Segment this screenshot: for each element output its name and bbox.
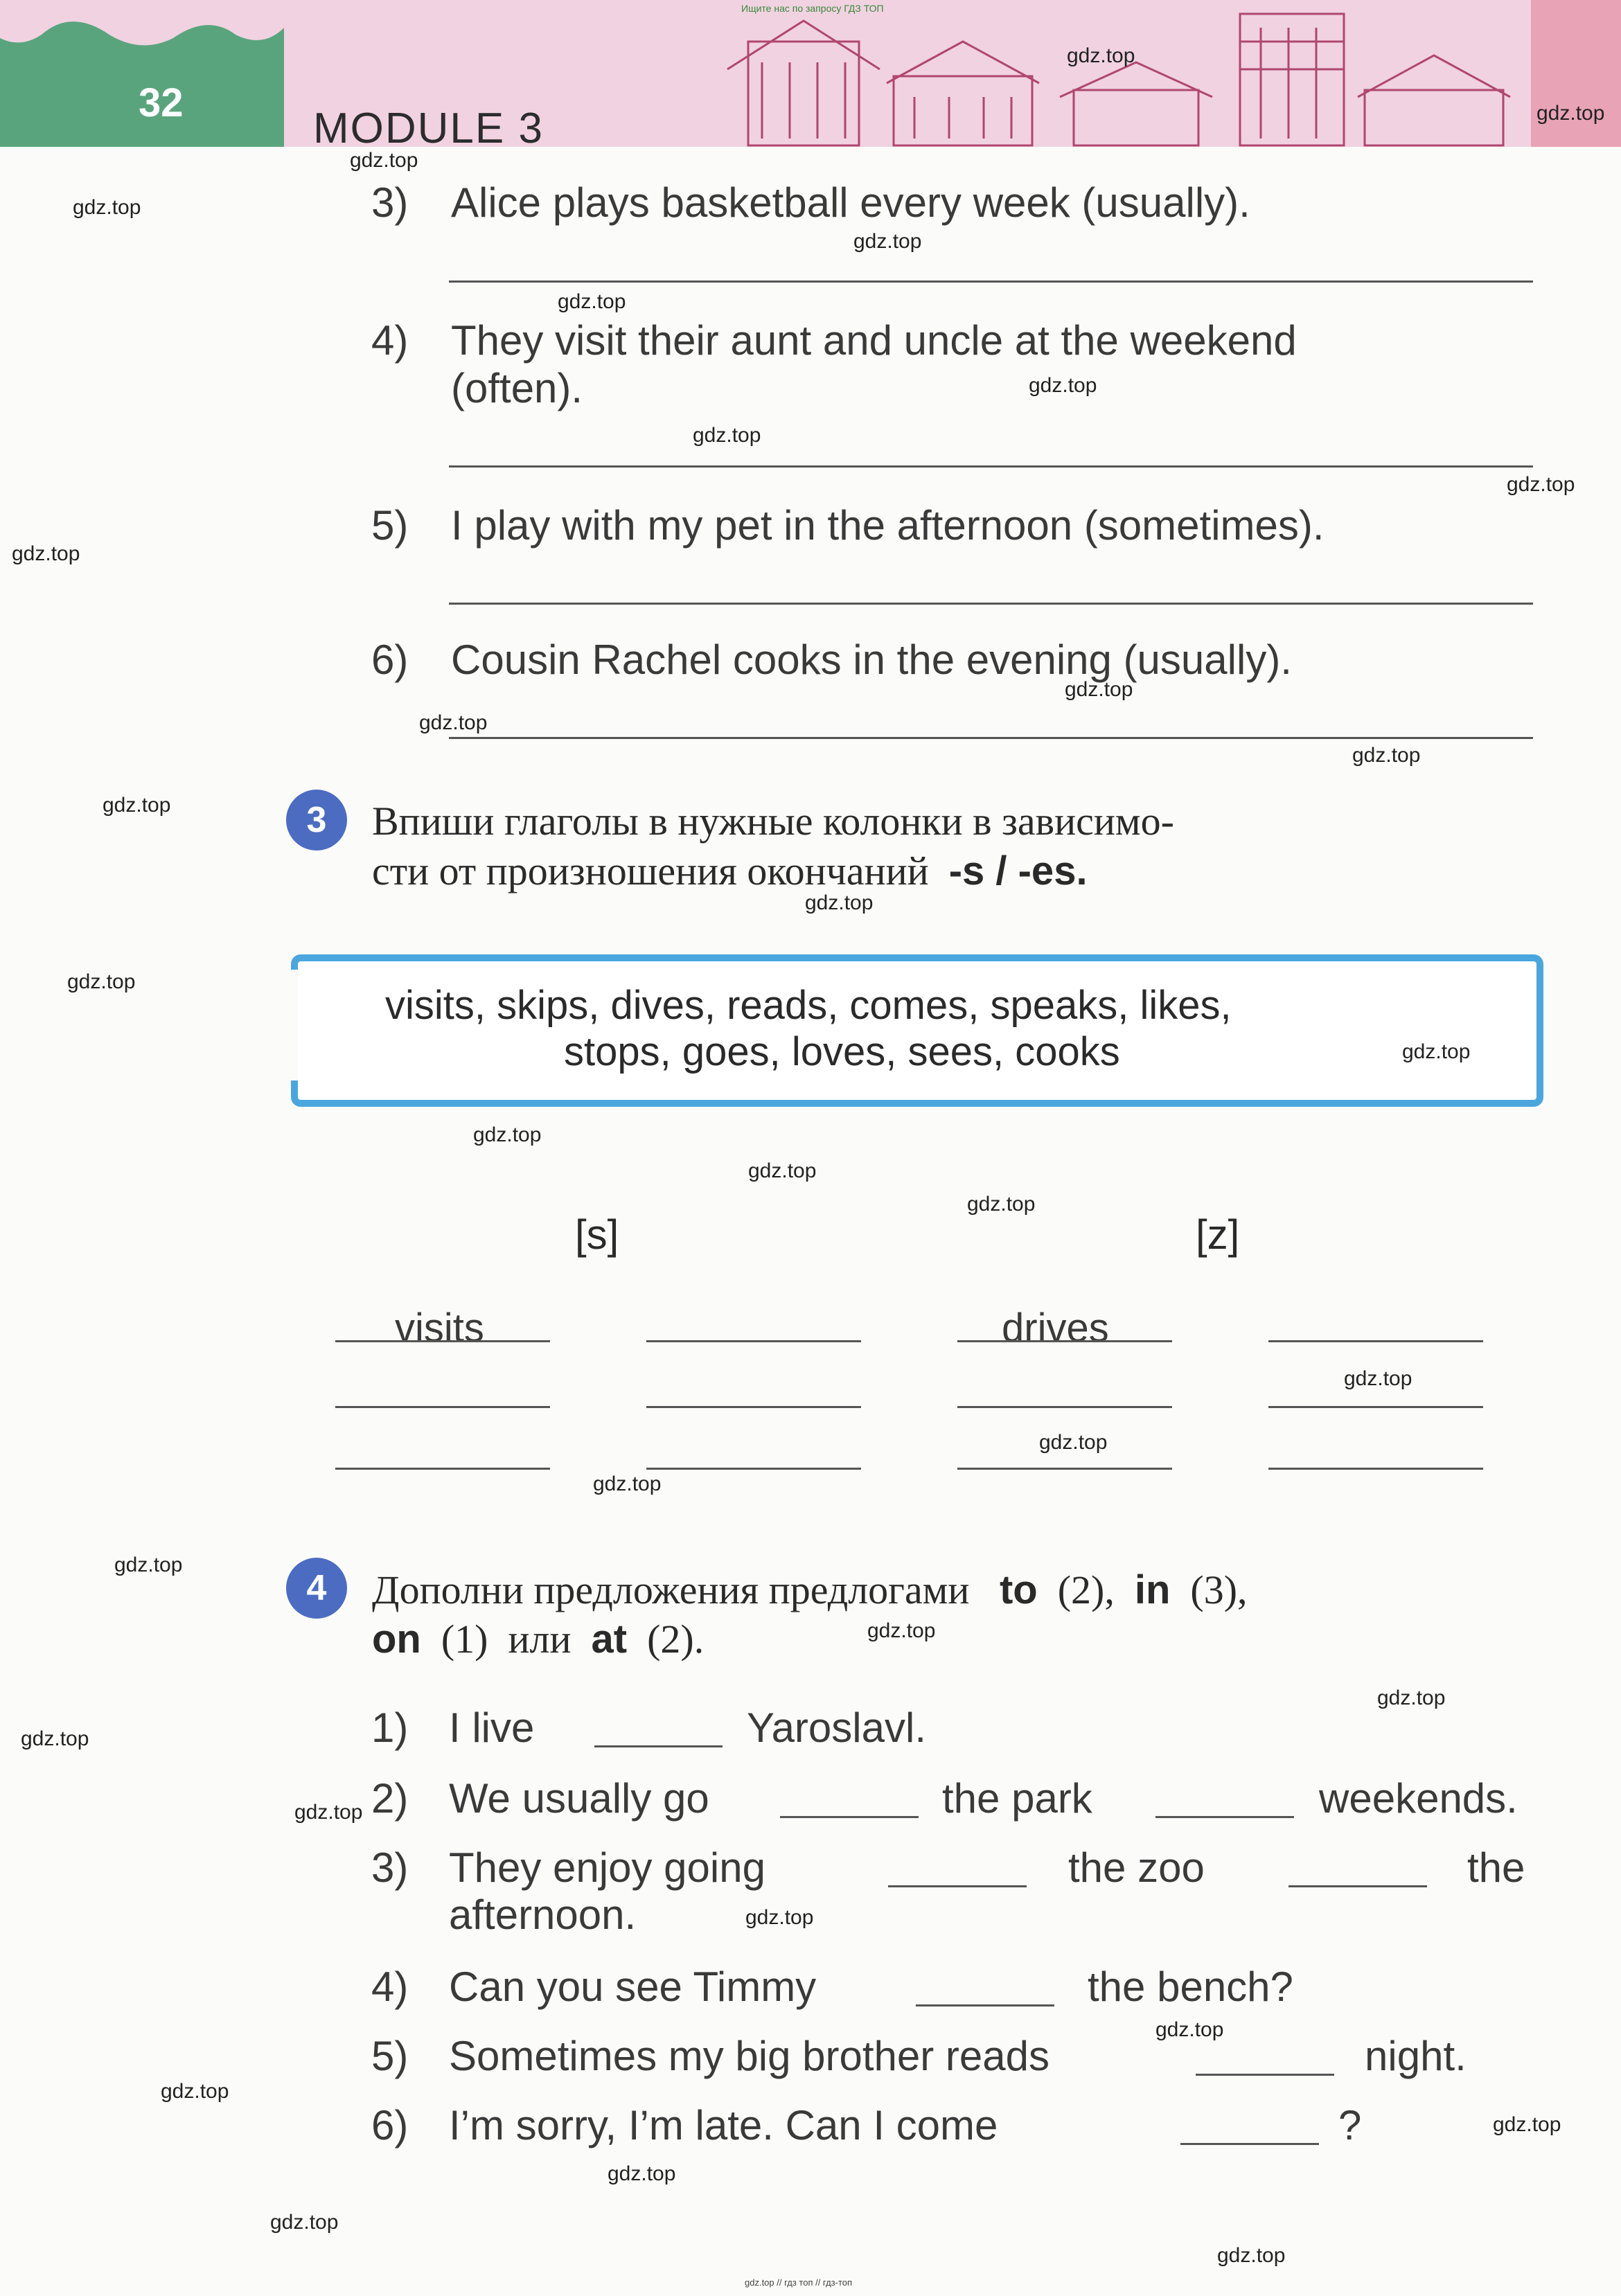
watermark: gdz.top — [161, 2080, 229, 2103]
watermark: gdz.top — [745, 1906, 814, 1929]
watermark: gdz.top — [853, 230, 922, 253]
watermark: gdz.top — [270, 2211, 339, 2234]
ex4-item-2-text: the park — [942, 1775, 1092, 1822]
watermark: gdz.top — [294, 1801, 363, 1824]
ex4-item-5-text: night. — [1365, 2033, 1467, 2079]
ex2-item-3: 3) Alice plays basketball every week (usually). — [371, 179, 1250, 226]
ex3-title-line1: Впиши глаголы в нужные колонки в зависимо- — [372, 799, 1174, 844]
answer-blank[interactable] — [1268, 1468, 1483, 1470]
ex3-title-line2: сти от произношения окончаний -s / -es. — [372, 848, 1088, 893]
answer-blank[interactable] — [335, 1406, 550, 1408]
ex2-item-4: 4) They visit their aunt and uncle at the weekend — [371, 317, 1297, 364]
ex4-item-2-text: We usually go — [449, 1775, 709, 1822]
header-buildings-illustration — [686, 0, 1538, 147]
bottom-note: gdz.top // гдз топ // гдз-топ — [745, 2277, 853, 2288]
watermark: gdz.top — [1536, 102, 1605, 125]
top-note: Ищите нас по запросу ГДЗ ТОП — [741, 3, 884, 14]
answer-blank[interactable] — [1180, 2143, 1319, 2145]
answer-blank[interactable] — [1288, 1885, 1427, 1887]
column-header-z: [z] — [1196, 1211, 1240, 1258]
watermark: gdz.top — [1507, 473, 1575, 496]
answer-blank[interactable] — [957, 1468, 1172, 1470]
ex4-title-line2: on (1) или at (2). — [372, 1617, 705, 1662]
answer-line[interactable] — [449, 465, 1533, 468]
ex4-item-1-text: I live — [449, 1705, 535, 1751]
answer-blank[interactable] — [1268, 1340, 1483, 1342]
watermark: gdz.top — [1029, 374, 1097, 397]
ex4-item-2-text: weekends. — [1319, 1775, 1518, 1822]
word-bank-line1: visits, skips, dives, reads, comes, speaks, likes, — [385, 983, 1232, 1028]
watermark: gdz.top — [419, 711, 488, 734]
answer-blank[interactable] — [646, 1340, 861, 1342]
exercise-number-badge: 3 — [286, 790, 347, 851]
word-bank-line2: stops, goes, loves, sees, cooks — [564, 1029, 1120, 1074]
exercise-number-badge: 4 — [286, 1558, 347, 1619]
column-header-s: [s] — [575, 1211, 619, 1258]
ex4-item-3-text: They enjoy going — [449, 1844, 765, 1891]
watermark: gdz.top — [1352, 744, 1421, 767]
ex4-item-4-text: the bench? — [1088, 1964, 1293, 2010]
watermark: gdz.top — [748, 1159, 817, 1182]
answer-blank[interactable] — [594, 1745, 723, 1747]
watermark: gdz.top — [1067, 44, 1135, 67]
answer-blank[interactable] — [335, 1468, 550, 1470]
watermark: gdz.top — [593, 1472, 662, 1495]
answer-blank[interactable] — [916, 2004, 1054, 2006]
answer-blank[interactable] — [646, 1406, 861, 1408]
answer-line[interactable] — [449, 281, 1533, 283]
page-number: 32 — [139, 80, 184, 125]
watermark: gdz.top — [21, 1727, 89, 1750]
example-word-s: visits — [395, 1306, 484, 1351]
ex4-item-5-text: Sometimes my big brother reads — [449, 2033, 1050, 2079]
ex4-item-6-number: 6) — [371, 2102, 409, 2148]
ex4-item-4-text: Can you see Timmy — [449, 1964, 817, 2010]
watermark: gdz.top — [608, 2162, 676, 2185]
watermark: gdz.top — [1039, 1431, 1108, 1454]
answer-blank[interactable] — [957, 1406, 1172, 1408]
watermark: gdz.top — [73, 196, 141, 219]
watermark: gdz.top — [1493, 2113, 1561, 2136]
watermark: gdz.top — [1155, 2018, 1224, 2041]
ex4-item-3-text: the zoo — [1068, 1844, 1205, 1891]
watermark: gdz.top — [12, 542, 80, 565]
ex4-title-line1: Дополни предложения предлогами to (2), in (3), — [372, 1567, 1248, 1612]
answer-blank[interactable] — [888, 1885, 1027, 1887]
answer-blank[interactable] — [646, 1468, 861, 1470]
watermark: gdz.top — [693, 424, 761, 447]
ex4-item-3-text-cont: afternoon. — [449, 1892, 637, 1938]
watermark: gdz.top — [1402, 1040, 1471, 1063]
watermark: gdz.top — [558, 290, 626, 313]
ex4-item-1-number: 1) — [371, 1705, 409, 1751]
watermark: gdz.top — [1344, 1367, 1412, 1390]
header-cloud-decoration — [0, 0, 284, 55]
watermark: gdz.top — [67, 970, 136, 993]
answer-blank[interactable] — [335, 1340, 550, 1342]
answer-blank[interactable] — [780, 1816, 919, 1818]
watermark: gdz.top — [967, 1193, 1036, 1216]
watermark: gdz.top — [1065, 678, 1133, 701]
example-word-z: drives — [1002, 1306, 1109, 1351]
watermark: gdz.top — [114, 1554, 183, 1576]
ex2-item-6: 6) Cousin Rachel cooks in the evening (usually). — [371, 637, 1292, 683]
answer-blank[interactable] — [1196, 2074, 1334, 2076]
ex2-item-4-cont: (often). — [451, 365, 583, 411]
ex4-item-3-number: 3) — [371, 1844, 409, 1891]
ex4-item-5-number: 5) — [371, 2033, 409, 2079]
ex4-item-2-number: 2) — [371, 1775, 409, 1822]
ex4-item-4-number: 4) — [371, 1964, 409, 2010]
watermark: gdz.top — [867, 1619, 936, 1642]
answer-line[interactable] — [449, 603, 1533, 605]
watermark: gdz.top — [103, 794, 171, 817]
answer-blank[interactable] — [957, 1340, 1172, 1342]
ex4-item-6-text: ? — [1338, 2102, 1362, 2148]
watermark: gdz.top — [473, 1123, 542, 1146]
answer-line[interactable] — [449, 737, 1533, 739]
answer-blank[interactable] — [1268, 1406, 1483, 1408]
watermark: gdz.top — [1217, 2244, 1286, 2267]
watermark: gdz.top — [350, 149, 418, 172]
ex4-item-1-text: Yaroslavl. — [747, 1705, 926, 1751]
watermark: gdz.top — [1377, 1687, 1446, 1709]
ex2-item-5: 5) I play with my pet in the afternoon (sometimes). — [371, 502, 1325, 549]
ex4-item-3-text: the — [1467, 1844, 1525, 1891]
answer-blank[interactable] — [1155, 1816, 1294, 1818]
word-bank-notch — [277, 970, 298, 1080]
ex4-item-6-text: I’m sorry, I’m late. Can I come — [449, 2102, 998, 2148]
watermark: gdz.top — [805, 891, 874, 914]
module-title: MODULE 3 — [313, 105, 544, 152]
